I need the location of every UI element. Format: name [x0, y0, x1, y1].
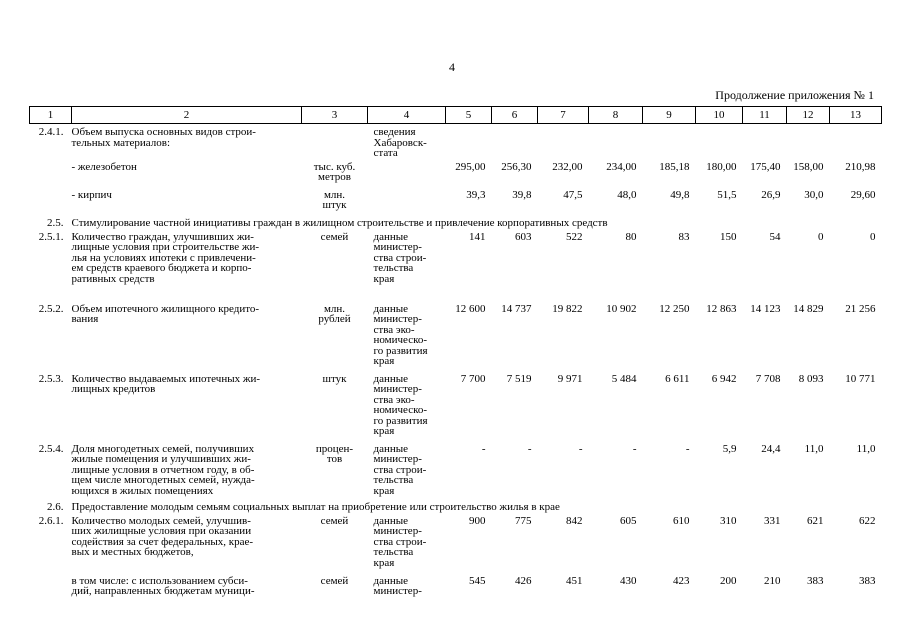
row-code	[30, 187, 72, 215]
value-cell: 7 519	[506, 372, 532, 385]
value-cell: 234,00	[606, 160, 637, 173]
value-cell: 775	[515, 514, 532, 527]
value-cell: 256,30	[501, 160, 532, 173]
source-cell: данные министер- ства строи- тельства края	[373, 230, 427, 285]
indicator-name: - кирпич	[71, 188, 112, 201]
unit-cell: тыс. куб. метров	[313, 160, 356, 183]
value-cell: 47,5	[563, 188, 583, 201]
value-cell: 295,00	[455, 160, 486, 173]
table-row	[30, 441, 882, 499]
value-cell: 26,9	[761, 188, 781, 201]
value-cell	[492, 124, 538, 159]
value-cell: 451	[566, 574, 583, 587]
value-cell: 29,60	[850, 188, 876, 201]
indicator-name: Объем выпуска основных видов строи- тельных материалов:	[71, 126, 256, 149]
header-cell: 5	[446, 107, 492, 124]
indicator-name: Количество выдаваемых ипотечных жи- лищных кредитов	[71, 372, 260, 395]
value-cell: 383	[859, 574, 876, 587]
value-cell	[446, 124, 492, 159]
value-cell: 48,0	[617, 188, 637, 201]
header-cell: 13	[830, 107, 882, 124]
row-code: 2.6.1.	[38, 514, 64, 527]
value-cell: 83	[678, 230, 690, 243]
value-cell: 12 863	[706, 302, 737, 315]
value-cell: 5,9	[722, 442, 737, 455]
table-row	[30, 513, 882, 573]
value-cell: 158,00	[793, 160, 824, 173]
value-cell: 30,0	[804, 188, 824, 201]
header-cell: 12	[787, 107, 830, 124]
unit-cell	[302, 124, 368, 159]
continuation-title: Продолжение приложения № 1	[715, 88, 874, 102]
value-cell: 522	[566, 230, 583, 243]
header-cell: 11	[743, 107, 787, 124]
header-cell: 7	[538, 107, 589, 124]
value-cell: 426	[515, 574, 532, 587]
indicators-table	[29, 106, 882, 599]
value-cell	[787, 124, 830, 159]
header-cell: 1	[30, 107, 72, 124]
value-cell: 49,8	[670, 188, 690, 201]
header-row	[30, 107, 882, 124]
section-title: Стимулирование частной инициативы граждан в жилищном строительстве и привлечение корпоративных средств	[71, 216, 608, 229]
value-cell: 11,0	[804, 442, 824, 455]
unit-cell: млн. штук	[322, 188, 347, 211]
value-cell: 331	[764, 514, 781, 527]
source-cell: данные министер- ства строи- тельства края	[373, 442, 427, 497]
header-cell: 9	[643, 107, 696, 124]
value-cell: -	[578, 442, 583, 455]
source-cell: данные министер- ства эко- номическо- го развития края	[373, 302, 428, 367]
header-cell: 10	[696, 107, 743, 124]
unit-cell: семей	[320, 230, 349, 243]
table-row	[30, 159, 882, 187]
value-cell: 10 771	[845, 372, 876, 385]
table-row	[30, 187, 882, 215]
value-cell: 185,18	[659, 160, 690, 173]
value-cell: 9 971	[557, 372, 583, 385]
value-cell: 545	[469, 574, 486, 587]
value-cell: 210,98	[845, 160, 876, 173]
value-cell: 622	[859, 514, 876, 527]
header-cell: 3	[302, 107, 368, 124]
page-number: 4	[449, 60, 455, 74]
value-cell: 7 700	[460, 372, 486, 385]
value-cell: 621	[807, 514, 824, 527]
value-cell: 10 902	[606, 302, 637, 315]
value-cell: 39,8	[512, 188, 532, 201]
value-cell: 180,00	[706, 160, 737, 173]
table-row	[30, 371, 882, 441]
indicator-name: Объем ипотечного жилищного кредито- вания	[71, 302, 260, 325]
value-cell: 150	[720, 230, 737, 243]
value-cell: -	[481, 442, 486, 455]
row-code	[30, 573, 72, 599]
unit-cell: млн. рублей	[318, 302, 351, 325]
value-cell: -	[632, 442, 637, 455]
value-cell: 12 250	[659, 302, 690, 315]
row-code: 2.5.2.	[38, 302, 64, 315]
table-row	[30, 573, 882, 599]
value-cell: 80	[625, 230, 637, 243]
source-cell: данные министер- ства эко- номическо- го развития края	[373, 372, 428, 437]
value-cell	[696, 124, 743, 159]
unit-cell: штук	[322, 372, 347, 385]
value-cell: 21 256	[845, 302, 876, 315]
row-code: 2.5.4.	[38, 442, 64, 455]
value-cell: 11,0	[856, 442, 876, 455]
header-cell: 4	[368, 107, 446, 124]
value-cell: 430	[620, 574, 637, 587]
table-row	[30, 301, 882, 371]
value-cell: 14 737	[501, 302, 532, 315]
value-cell: 19 822	[552, 302, 583, 315]
value-cell: 603	[515, 230, 532, 243]
value-cell: -	[527, 442, 532, 455]
indicator-name: Количество граждан, улучшивших жи- лищные условия при строительстве жи- лья на условиях ипотеки с привлечени- ем средств краевого бюджета и корпо- ративных средств	[71, 230, 260, 285]
value-cell	[743, 124, 787, 159]
value-cell: 310	[720, 514, 737, 527]
value-cell: 8 093	[798, 372, 824, 385]
row-code: 2.4.1.	[38, 126, 64, 138]
row-code: 2.5.1.	[38, 230, 64, 243]
value-cell	[589, 124, 643, 159]
value-cell: 210	[764, 574, 781, 587]
value-cell: 423	[673, 574, 690, 587]
unit-cell: семей	[320, 574, 349, 587]
value-cell: 175,40	[750, 160, 781, 173]
value-cell: 605	[620, 514, 637, 527]
source-cell	[368, 187, 446, 215]
header-cell: 8	[589, 107, 643, 124]
value-cell: 383	[807, 574, 824, 587]
value-cell: 0	[870, 230, 876, 243]
source-cell: данные министер- ства строи- тельства края	[373, 514, 427, 569]
header-cell: 2	[72, 107, 302, 124]
value-cell	[830, 124, 882, 159]
value-cell	[538, 124, 589, 159]
value-cell: 14 829	[793, 302, 824, 315]
indicator-name: Доля многодетных семей, получивших жилые помещения и улучшивших жи- лищные условия в отчетном году, в об- щем числе многодетных семей, нужда- ющихся в жилых помещениях	[71, 442, 255, 497]
value-cell: 6 611	[665, 372, 690, 385]
value-cell: 610	[673, 514, 690, 527]
value-cell: 12 600	[455, 302, 486, 315]
indicator-name: в том числе: с использованием субси- дий, направленных бюджетам муници-	[71, 574, 255, 597]
value-cell: 0	[818, 230, 824, 243]
section-row	[30, 499, 882, 513]
table-row	[30, 229, 882, 301]
value-cell: 5 484	[611, 372, 637, 385]
value-cell: 900	[469, 514, 486, 527]
value-cell: 7 708	[755, 372, 781, 385]
row-code: 2.6.	[47, 500, 64, 513]
value-cell	[643, 124, 696, 159]
indicator-name: - железобетон	[71, 160, 137, 173]
row-code: 2.5.	[47, 216, 64, 229]
source-cell: сведения Хабаровск- стата	[373, 126, 427, 159]
row-code	[30, 159, 72, 187]
unit-cell: процен- тов	[315, 442, 354, 465]
value-cell: 39,3	[466, 188, 486, 201]
value-cell: 14 123	[750, 302, 781, 315]
value-cell: 51,5	[717, 188, 737, 201]
indicator-name: Количество молодых семей, улучшив- ших жилищные условия при оказании содействия за счет федеральных, крае- вых и местных бюджетов,	[71, 514, 253, 558]
value-cell: 232,00	[552, 160, 583, 173]
source-cell: данные министер-	[373, 574, 422, 597]
value-cell: -	[685, 442, 690, 455]
value-cell: 24,4	[761, 442, 781, 455]
unit-cell: семей	[320, 514, 349, 527]
table-row	[30, 124, 882, 159]
section-title: Предоставление молодым семьям социальных выплат на приобретение или строительство жилья в крае	[71, 500, 560, 513]
value-cell: 842	[566, 514, 583, 527]
source-cell	[368, 159, 446, 187]
value-cell: 6 942	[711, 372, 737, 385]
row-code: 2.5.3.	[38, 372, 64, 385]
value-cell: 141	[469, 230, 486, 243]
header-cell: 6	[492, 107, 538, 124]
section-row	[30, 215, 882, 229]
value-cell: 54	[769, 230, 781, 243]
value-cell: 200	[720, 574, 737, 587]
